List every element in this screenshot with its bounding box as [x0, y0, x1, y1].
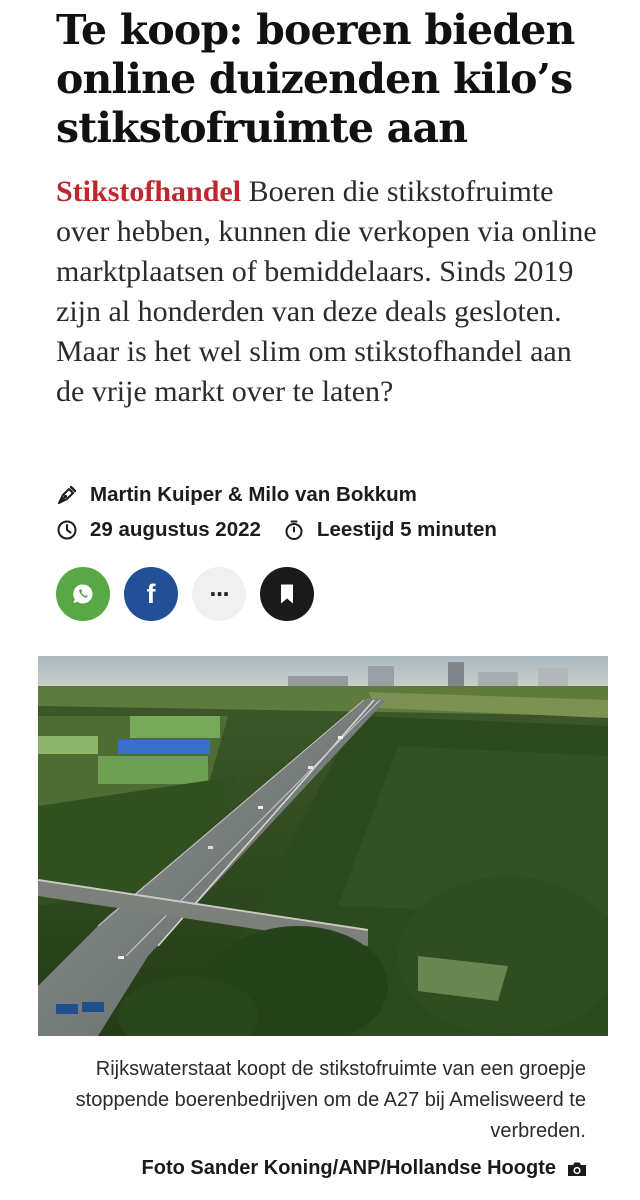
publish-date: 29 augustus 2022	[90, 518, 261, 541]
aerial-highway-photo	[38, 656, 608, 1036]
reading-time: Leestijd 5 minuten	[316, 518, 497, 541]
more-options-button[interactable]	[192, 567, 246, 621]
share-facebook-button[interactable]	[124, 567, 178, 621]
article-photo[interactable]	[38, 656, 608, 1036]
stopwatch-icon	[283, 519, 305, 541]
article-kicker[interactable]: Stikstofhandel	[56, 175, 242, 208]
article-meta	[56, 516, 497, 544]
camera-icon	[566, 1160, 588, 1178]
photo-credit	[142, 1157, 588, 1180]
bookmark-button[interactable]	[260, 567, 314, 621]
author-names[interactable]: Martin Kuiper & Milo van Bokkum	[90, 483, 417, 506]
lead-text: Boeren die stikstofruimte over hebben, kunnen die verkopen via online marktplaatsen of bemiddelaars. Sinds 2019 zijn al honderden van deze deals gesloten. Maar is het wel slim om stikstofhandel aan de vrije markt over te laten?	[56, 175, 597, 408]
byline	[56, 481, 417, 509]
bookmark-icon	[277, 582, 297, 606]
share-whatsapp-button[interactable]	[56, 567, 110, 621]
photo-caption: Rijkswaterstaat koopt de stikstofruimte van een groepje stoppende boerenbedrijven om de A27 bij Amelisweerd te verbreden.	[75, 1058, 586, 1142]
article-lead	[56, 172, 606, 412]
more-dots-icon: ···	[209, 582, 229, 606]
whatsapp-icon	[70, 581, 96, 607]
facebook-icon: f	[146, 578, 156, 609]
clock-icon	[56, 519, 78, 541]
photo-credit-text: Foto Sander Koning/ANP/Hollandse Hoogte	[141, 1157, 556, 1179]
pen-nib-icon	[56, 484, 78, 506]
share-bar	[56, 567, 314, 621]
article-headline: Te koop: boeren bieden online duizenden kilo’s stikstofruimte aan	[56, 6, 575, 152]
